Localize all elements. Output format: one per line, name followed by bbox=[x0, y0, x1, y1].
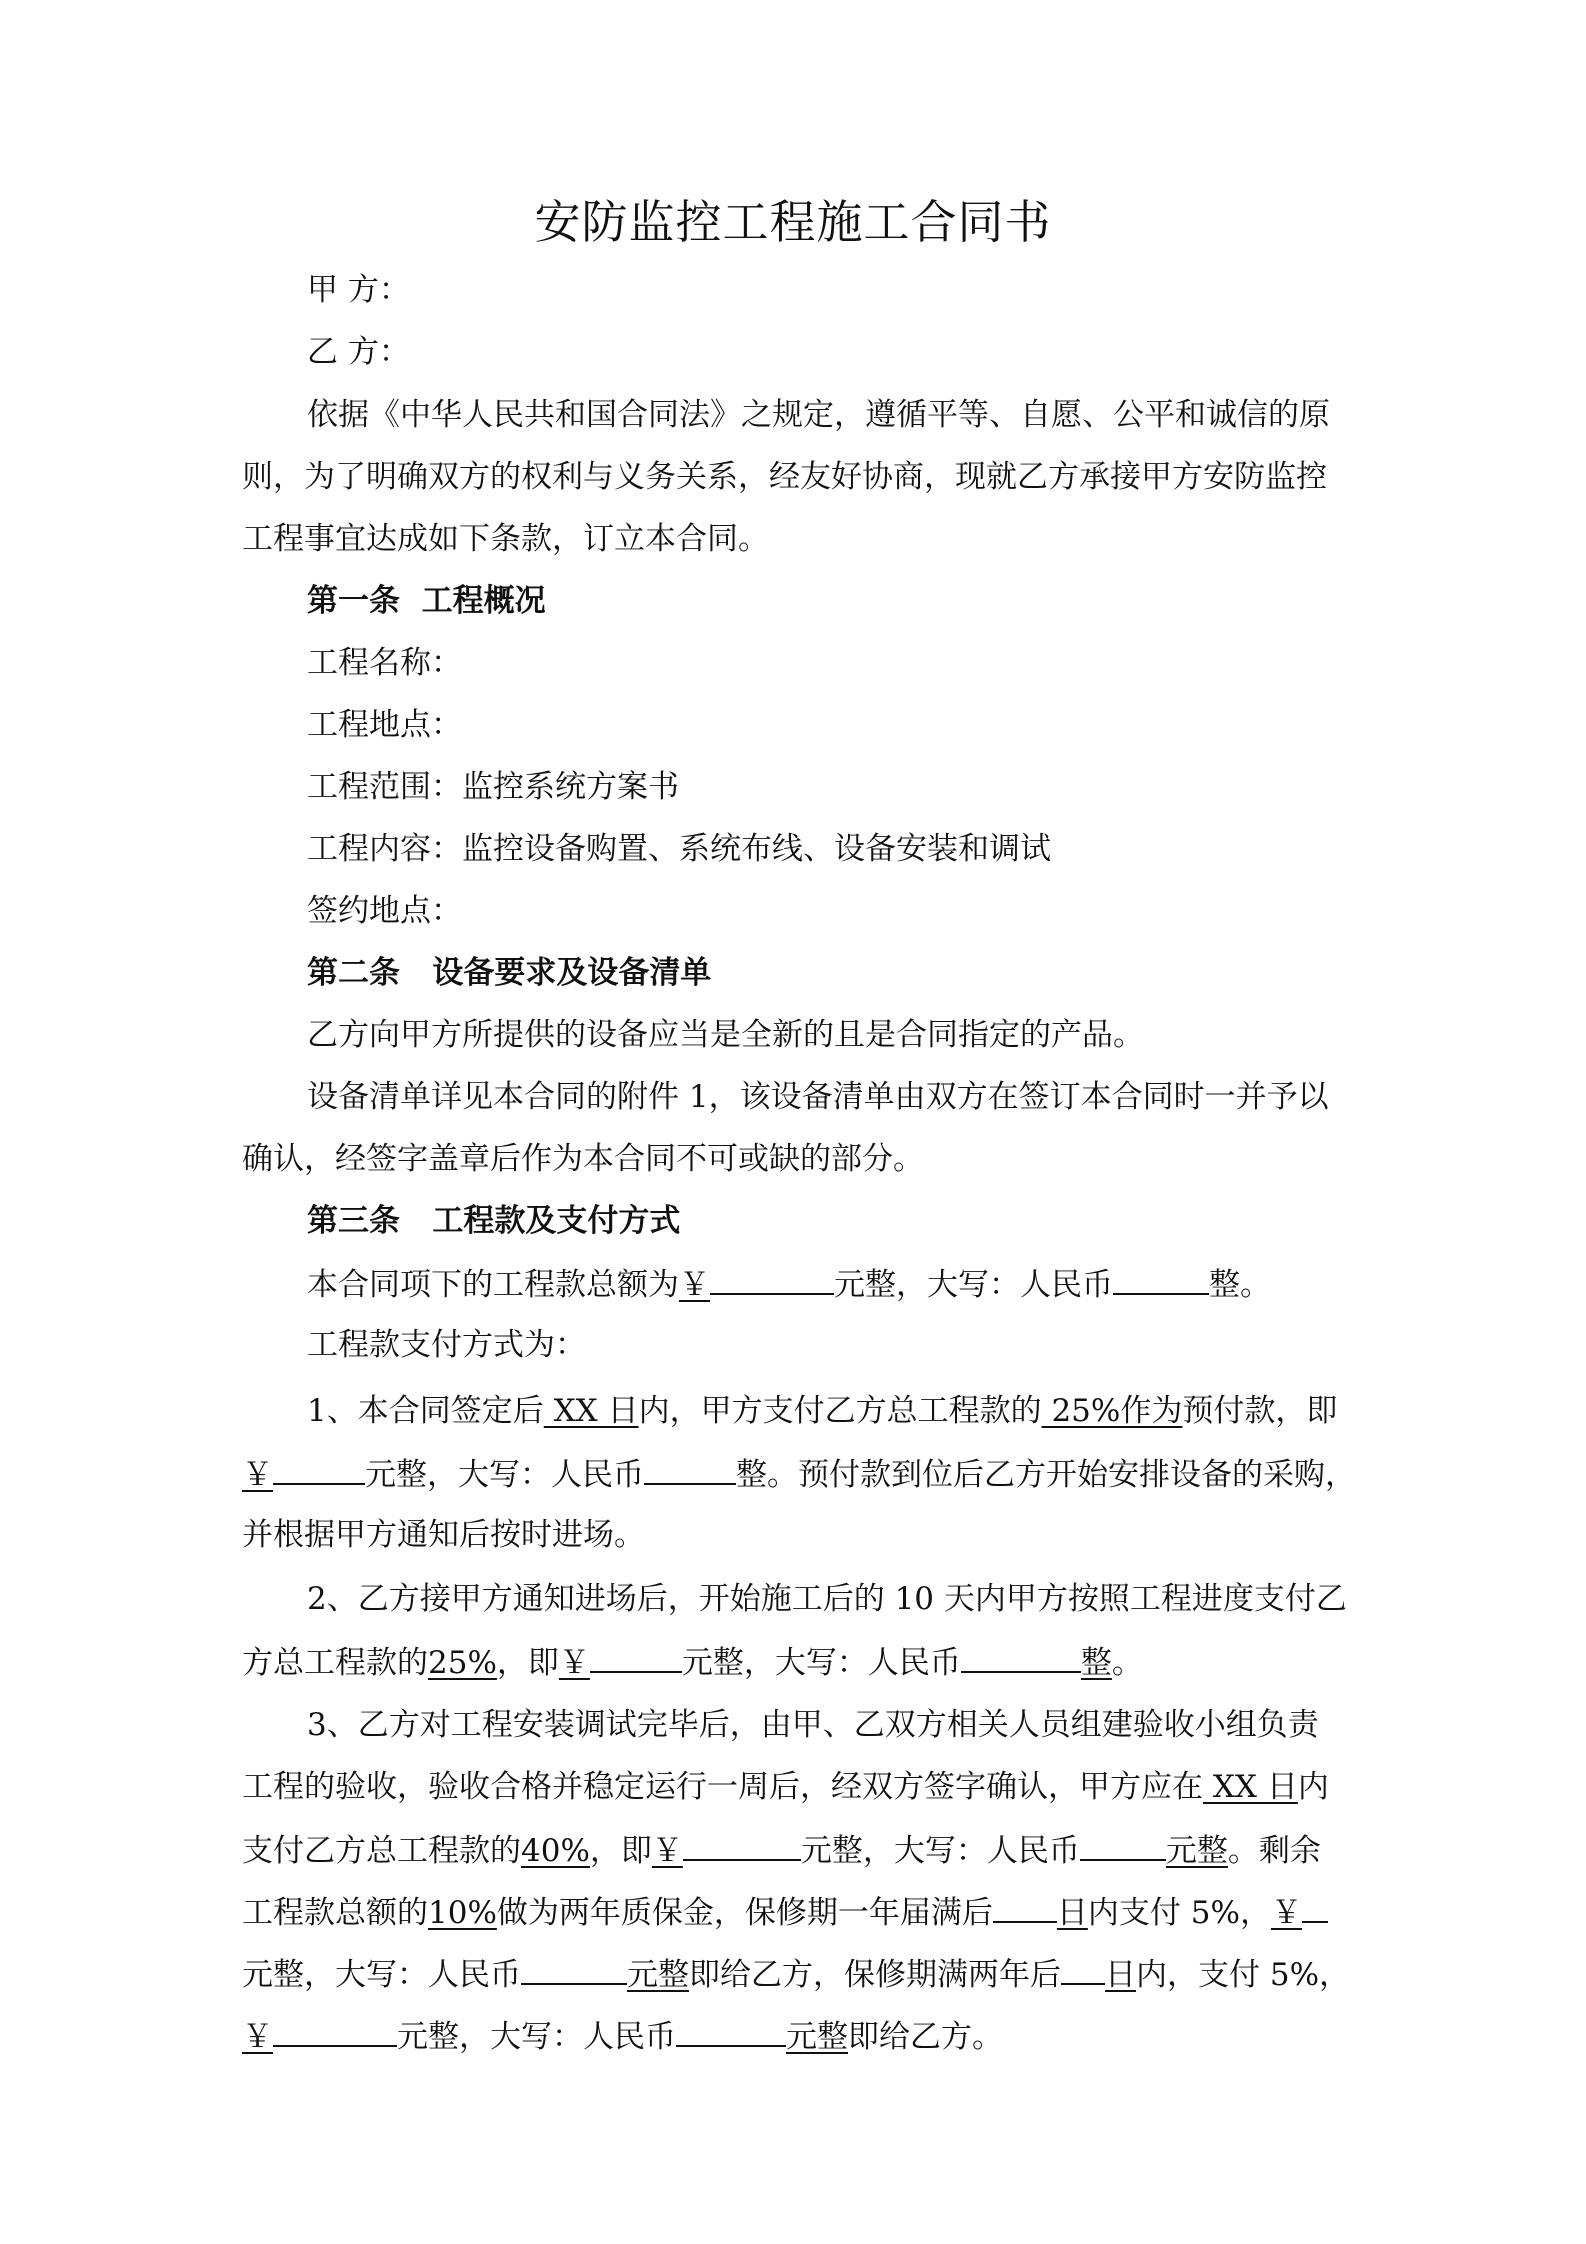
party-b-label: 乙 方： bbox=[307, 334, 410, 370]
payment-3-line-1: 3、乙方对工程安装调试完毕后，由甲、乙双方相关人员组建验收小组负责 bbox=[307, 1707, 1319, 1743]
yen-symbol: ￥ bbox=[679, 1267, 710, 1303]
yen-symbol: ￥ bbox=[1270, 1895, 1302, 1931]
amount-blank bbox=[683, 1829, 801, 1861]
percent-value: 40% bbox=[521, 1833, 590, 1869]
days-blank bbox=[993, 1891, 1057, 1923]
days-blank bbox=[1061, 1953, 1105, 1985]
amount-words-blank bbox=[644, 1453, 736, 1485]
project-name-label: 工程名称： bbox=[307, 645, 462, 681]
payment-1-line-1: 1、本合同签定后 XX 日内，甲方支付乙方总工程款的 25%作为预付款，即 bbox=[307, 1393, 1338, 1429]
amount-blank bbox=[1302, 1891, 1328, 1923]
article-2-para-2-line-1: 设备清单详见本合同的附件 1，该设备清单由双方在签订本合同时一并予以 bbox=[307, 1079, 1329, 1115]
payment-2-line-2: 方总工程款的25%，即￥ 元整，大写：人民币 整。 bbox=[242, 1641, 1143, 1683]
days-value: XX 日 bbox=[1203, 1769, 1298, 1805]
project-scope: 工程范围：监控系统方案书 bbox=[307, 769, 679, 805]
article-2-heading: 第二条 设备要求及设备清单 bbox=[307, 955, 712, 991]
percent-value: 25%作为 bbox=[1041, 1393, 1183, 1429]
amount-blank bbox=[710, 1263, 834, 1295]
amount-blank bbox=[590, 1641, 682, 1673]
preamble-line-3: 工程事宜达成如下条款，订立本合同。 bbox=[242, 521, 769, 557]
project-content: 工程内容：监控设备购置、系统布线、设备安装和调试 bbox=[307, 831, 1051, 867]
document-title: 安防监控工程施工合同书 bbox=[534, 195, 1052, 249]
payment-3-line-6: ￥ 元整，大写：人民币 元整即给乙方。 bbox=[242, 2015, 1003, 2057]
article-2-para-2-line-2: 确认，经签字盖章后作为本合同不可或缺的部分。 bbox=[242, 1141, 924, 1177]
preamble-line-2: 则，为了明确双方的权利与义务关系，经友好协商，现就乙方承接甲方安防监控 bbox=[242, 459, 1327, 495]
yen-symbol: ￥ bbox=[242, 2019, 273, 2055]
amount-words-blank bbox=[1113, 1263, 1209, 1295]
payment-2-line-1: 2、乙方接甲方通知进场后，开始施工后的 10 天内甲方按照工程进度支付乙 bbox=[307, 1581, 1347, 1617]
payment-3-line-5: 元整，大写：人民币 元整即给乙方，保修期满两年后 日内，支付 5%， bbox=[242, 1953, 1350, 1995]
percent-value: 10% bbox=[428, 1895, 497, 1931]
article-1-heading: 第一条 工程概况 bbox=[307, 583, 546, 619]
days-value: XX 日 bbox=[543, 1393, 639, 1429]
yen-symbol: ￥ bbox=[242, 1457, 273, 1493]
amount-words-blank bbox=[521, 1953, 627, 1985]
yen-symbol: ￥ bbox=[651, 1833, 683, 1869]
party-a-label: 甲 方： bbox=[307, 272, 410, 308]
article-3-heading: 第三条 工程款及支付方式 bbox=[307, 1203, 681, 1239]
percent-value: 25% bbox=[428, 1645, 497, 1681]
payment-3-line-2: 工程的验收，验收合格并稳定运行一周后，经双方签字确认，甲方应在 XX 日内 bbox=[242, 1769, 1329, 1805]
amount-words-blank bbox=[1080, 1829, 1166, 1861]
total-amount-line: 本合同项下的工程款总额为￥ 元整，大写：人民币 整。 bbox=[307, 1263, 1271, 1305]
article-2-para-1: 乙方向甲方所提供的设备应当是全新的且是合同指定的产品。 bbox=[307, 1017, 1144, 1053]
payment-3-line-3: 支付乙方总工程款的40%，即￥ 元整，大写：人民币 元整。剩余 bbox=[242, 1829, 1321, 1871]
preamble-line-1: 依据《中华人民共和国合同法》之规定，遵循平等、自愿、公平和诚信的原 bbox=[307, 397, 1330, 433]
payment-3-line-4: 工程款总额的10%做为两年质保金，保修期一年届满后 日内支付 5%，￥ bbox=[242, 1891, 1328, 1933]
amount-blank bbox=[273, 1453, 365, 1485]
amount-blank bbox=[273, 2015, 397, 2047]
project-location-label: 工程地点： bbox=[307, 707, 462, 743]
amount-words-blank bbox=[961, 1641, 1081, 1673]
payment-method-label: 工程款支付方式为： bbox=[307, 1327, 586, 1363]
signing-place-label: 签约地点： bbox=[307, 893, 462, 929]
amount-words-blank bbox=[676, 2015, 786, 2047]
payment-1-line-2: ￥ 元整，大写：人民币 整。预付款到位后乙方开始安排设备的采购， bbox=[242, 1453, 1356, 1495]
payment-1-line-3: 并根据甲方通知后按时进场。 bbox=[242, 1517, 645, 1553]
yen-symbol: ￥ bbox=[558, 1645, 590, 1681]
